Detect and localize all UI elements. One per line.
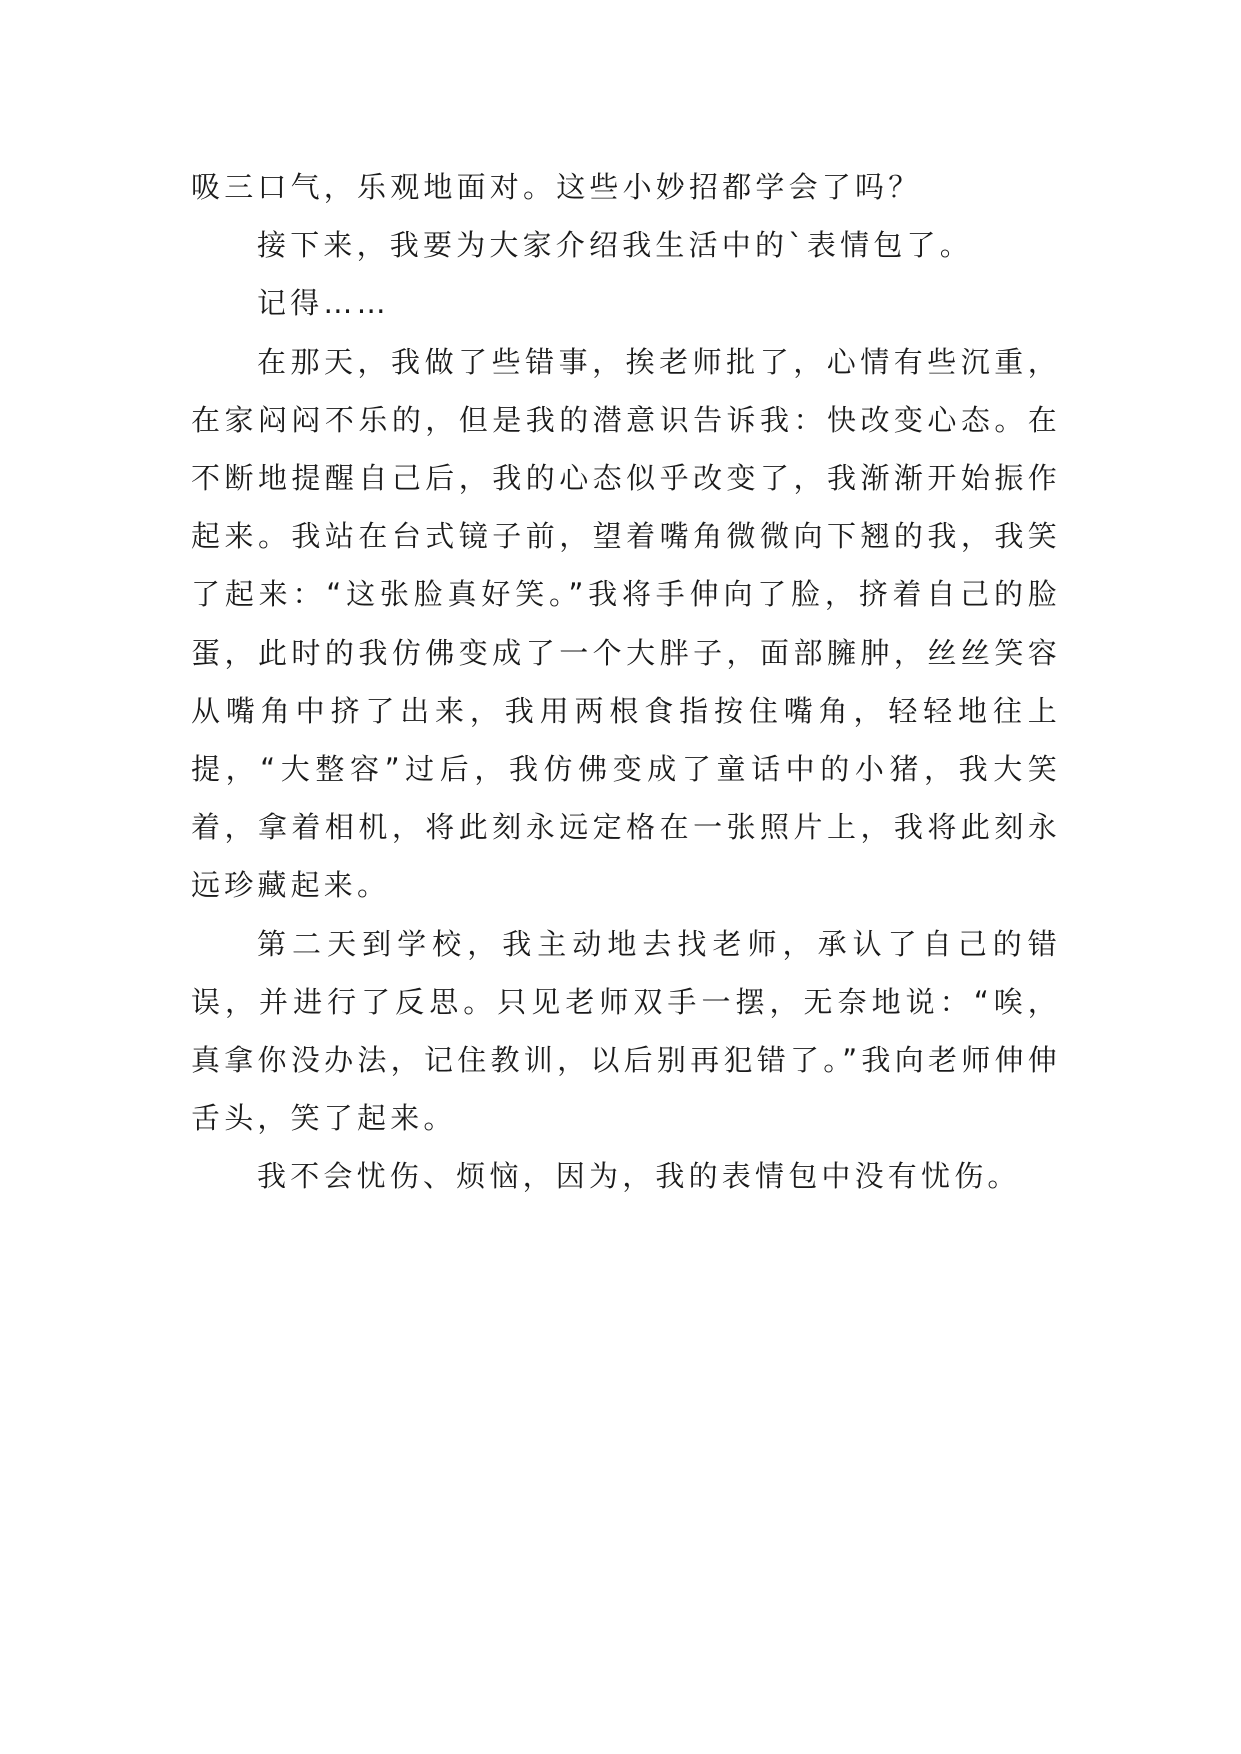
paragraph-1: 吸三口气，乐观地面对。这些小妙招都学会了吗？ xyxy=(191,170,922,204)
paragraph-5: 第二天到学校，我主动地去找老师，承认了自己的错误，并进行了反思。只见老师双手一摆，无奈地说：“唉，真拿你没办法，记住教训，以后别再犯错了。”我向老师伸伸舌头，笑了起来。 xyxy=(191,926,1061,1136)
paragraph-6: 我不会忧伤、烦恼，因为，我的表情包中没有忧伤。 xyxy=(257,1159,1021,1194)
paragraph-3: 记得…… xyxy=(257,286,390,321)
paragraph-4: 在那天，我做了些错事，挨老师批了，心情有些沉重，在家闷闷不乐的，但是我的潜意识告诉我：快改变心态。在不断地提醒自己后，我的心态似乎改变了，我渐渐开始振作起来。我站在台式镜子前，望着嘴角微微向下翘的我，我笑了起来：“这张脸真好笑。”我将手伸向了脸，挤着自己的脸蛋，此时的我仿佛变成了一个大胖子，面部臃肿，丝丝笑容从嘴角中挤了出来，我用两根食指按住嘴角，轻轻地往上提，“大整容”过后，我仿佛变成了童话中的小猪，我大笑着，拿着相机，将此刻永远定格在一张照片上，我将此刻永远珍藏起来。 xyxy=(191,344,1061,903)
paragraph-2: 接下来，我要为大家介绍我生活中的`表情包了。 xyxy=(257,228,973,263)
document-body xyxy=(191,158,1061,1206)
